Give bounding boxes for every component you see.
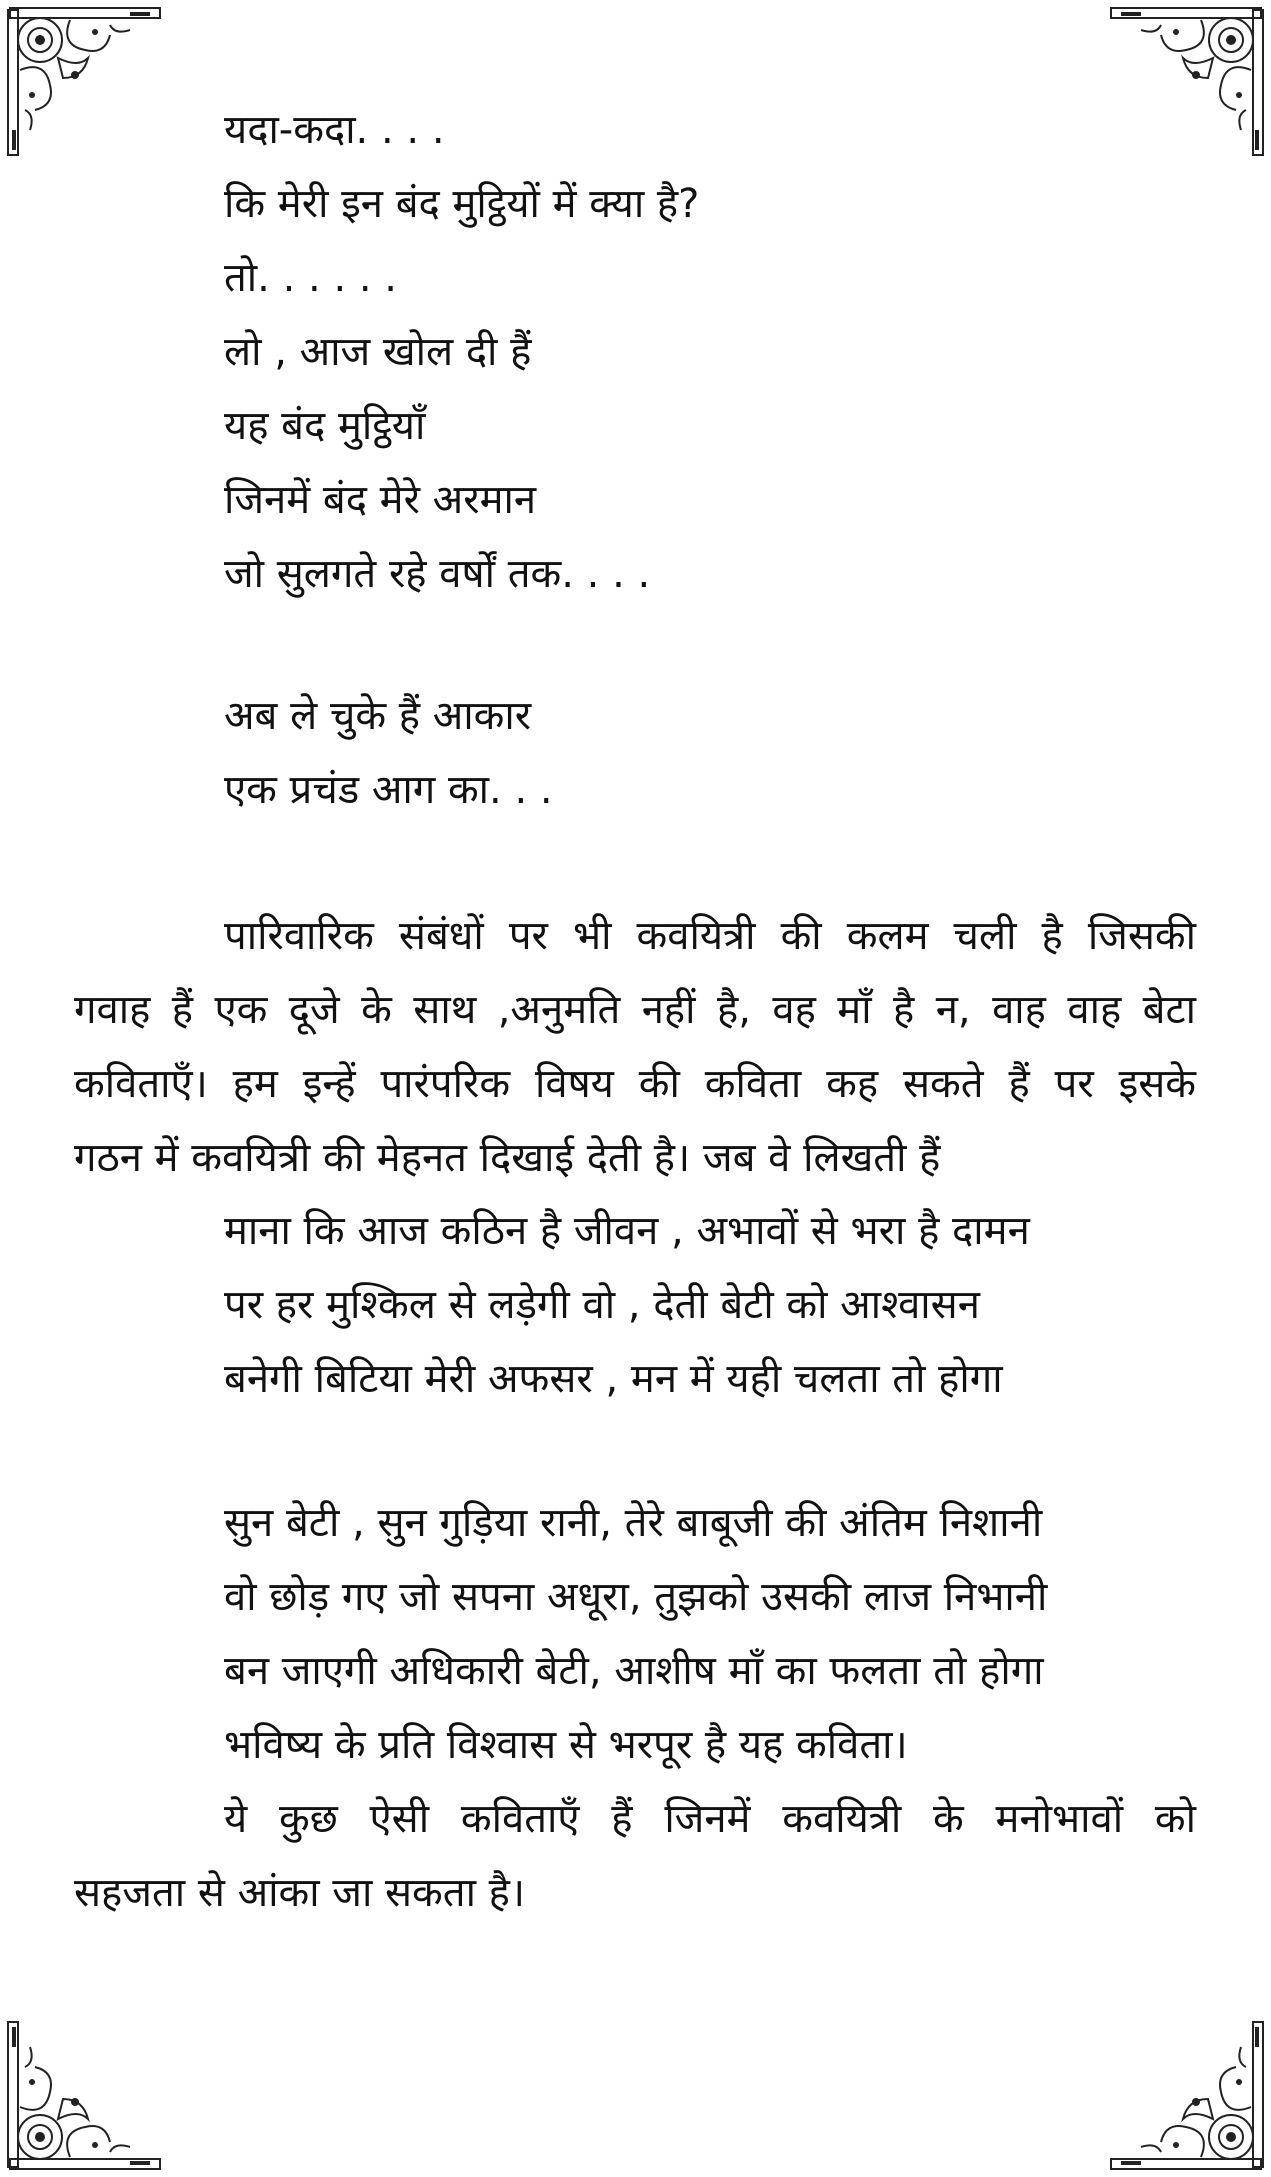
corner-ornament-top-left-icon (0, 0, 170, 170)
corner-ornament-bottom-left-icon (0, 2007, 170, 2177)
poem-line: बन जाएगी अधिकारी बेटी, आशीष माँ का फलता तो होगा (224, 1648, 1044, 1694)
poem-line: सुन बेटी , सुन गुड़िया रानी, तेरे बाबूजी की अंतिम निशानी (224, 1500, 1043, 1546)
poem-line: तो. . . . . . (224, 255, 398, 301)
poem-line: बनेगी बिटिया मेरी अफसर , मन में यही चलता तो होगा (224, 1356, 1003, 1402)
corner-ornament-top-right-icon (1101, 0, 1271, 170)
paragraph-line: ये कुछ ऐसी कविताएँ हैं जिनमें कवयित्री के मनोभावों को (224, 1796, 1196, 1842)
paragraph-line: गठन में कवयित्री की मेहनत दिखाई देती है। जब वे लिखती हैं (74, 1135, 941, 1181)
poem-line: माना कि आज कठिन है जीवन , अभावों से भरा है दामन (224, 1208, 1030, 1254)
paragraph-line: कविताएँ। हम इन्हें पारंपरिक विषय की कविता कह सकते हैं पर इसके (74, 1061, 1196, 1107)
poem-line: पर हर मुश्किल से लड़ेगी वो , देती बेटी को आश्वासन (224, 1282, 980, 1328)
poem-line: एक प्रचंड आग का. . . (224, 767, 553, 813)
poem-line: यह बंद मुट्ठियाँ (224, 403, 426, 449)
poem-line: अब ले चुके हैं आकार (224, 693, 532, 739)
poem-line: भविष्य के प्रति विश्वास से भरपूर है यह कविता। (224, 1722, 908, 1768)
poem-line: वो छोड़ गए जो सपना अधूरा, तुझको उसकी लाज निभानी (224, 1574, 1048, 1620)
paragraph-line: सहजता से आंका जा सकता है। (74, 1870, 526, 1916)
paragraph-line: गवाह हैं एक दूजे के साथ ,अनुमति नहीं है, वह माँ है न, वाह वाह बेटा (74, 987, 1196, 1033)
poem-line: लो , आज खोल दी हैं (224, 329, 532, 375)
poem-line: यदा-कदा. . . . (224, 107, 445, 153)
poem-line: कि मेरी इन बंद मुट्ठियों में क्या है? (224, 181, 700, 227)
poem-line: जो सुलगते रहे वर्षों तक. . . . (224, 551, 651, 597)
poem-line: जिनमें बंद मेरे अरमान (224, 477, 537, 523)
corner-ornament-bottom-right-icon (1101, 2007, 1271, 2177)
paragraph-line: पारिवारिक संबंधों पर भी कवयित्री की कलम चली है जिसकी (224, 913, 1196, 959)
